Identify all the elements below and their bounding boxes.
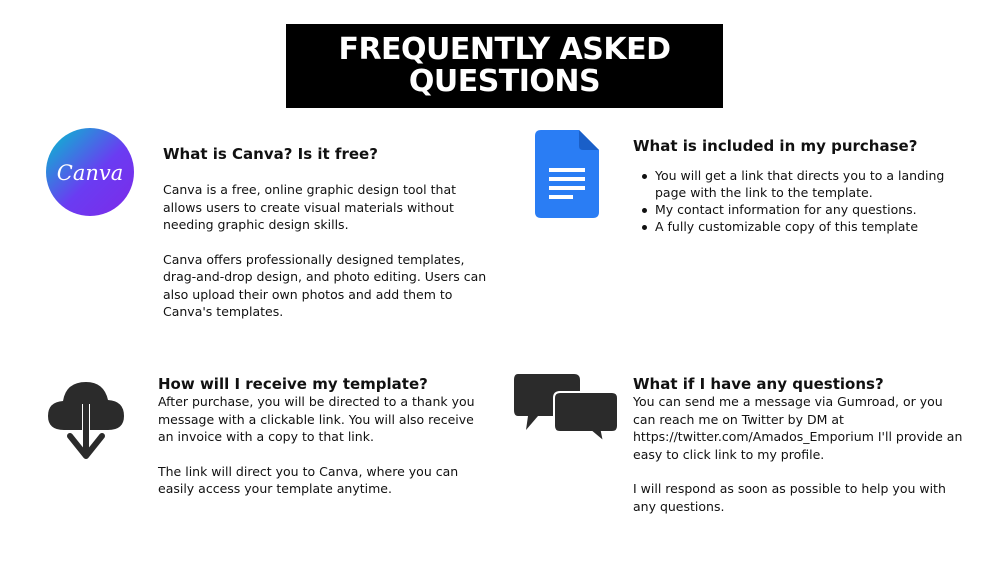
cloud-download-icon <box>46 374 126 462</box>
faq-canva-answer-2: Canva offers professionally designed templates, drag-and-drop design, and photo editing. Users can also upload their own photos and add them to Canva's templates. <box>163 251 487 319</box>
faq-purchase <box>633 137 963 235</box>
chat-bubbles-icon <box>514 374 618 442</box>
faq-questions-answer-2: I will respond as soon as possible to help you with any questions. <box>633 481 946 514</box>
title-banner <box>286 24 723 108</box>
faq-purchase-list <box>633 167 963 235</box>
faq-receive-question: How will I receive my template? <box>158 375 428 393</box>
faq-purchase-question: What is included in my purchase? <box>633 137 918 155</box>
faq-receive <box>158 375 488 498</box>
page-title-line-1: FREQUENTLY ASKED <box>338 32 671 67</box>
faq-receive-answer-1: After purchase, you will be directed to a thank you message with a clickable link. You will also receive an invoice with a copy to that link. <box>158 394 475 444</box>
canva-logo-text: Canva <box>56 161 124 185</box>
page-title-line-2: QUESTIONS <box>408 64 601 99</box>
faq-purchase-item: A fully customizable copy of this template <box>655 218 963 235</box>
faq-purchase-item: You will get a link that directs you to a landing page with the link to the template. <box>655 167 963 201</box>
faq-canva <box>163 145 493 321</box>
faq-questions-answer-1: You can send me a message via Gumroad, or you can reach me on Twitter by DM at https://twitter.com/Amados_Emporium I'll provide an easy to click link to my profile. <box>633 394 963 462</box>
faq-canva-answer-1: Canva is a free, online graphic design tool that allows users to create visual materials without needing graphic design skills. <box>163 182 457 232</box>
faq-questions <box>633 375 963 515</box>
faq-receive-answer-2: The link will direct you to Canva, where you can easily access your template anytime. <box>158 463 459 496</box>
faq-purchase-item: My contact information for any questions. <box>655 201 963 218</box>
canva-logo-icon <box>46 128 134 216</box>
faq-questions-question: What if I have any questions? <box>633 375 884 393</box>
document-icon <box>535 130 599 218</box>
faq-canva-question: What is Canva? Is it free? <box>163 145 378 163</box>
